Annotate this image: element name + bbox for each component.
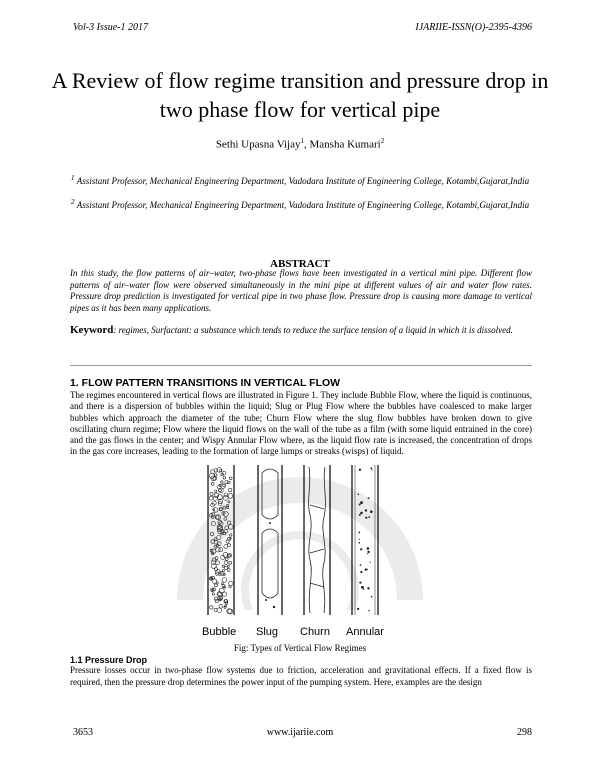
author-name: Sethi Upasna Vijay <box>215 138 301 151</box>
affiliation-text: Assistant Professor, Mechanical Engineering Department, Vadodara Institute of Engineering College, Kotambi,Gujarat,India <box>76 176 530 186</box>
header-issn: IJARIIE-ISSN(O)-2395-4396 <box>415 22 532 33</box>
authors <box>0 137 600 151</box>
footer-website: www.ijariie.com <box>266 727 334 738</box>
figure-label: Slug <box>256 626 279 638</box>
author-name: Mansha Kumari <box>309 138 381 151</box>
tube-bubble <box>208 465 234 615</box>
section-heading: 1. FLOW PATTERN TRANSITIONS IN VERTICAL FLOW <box>70 377 341 389</box>
divider <box>70 365 532 366</box>
page-title: A Review of flow regime transition and pressure drop in two phase flow for vertical pipe <box>51 68 549 122</box>
author-sup: 2 <box>380 137 385 145</box>
author-separator: , <box>304 138 310 151</box>
section-text: The regimes encountered in vertical flows are illustrated in Figure 1. They include Bubble Flow, where the liquid is continuous, and there is a dispersion of bubbles within the liquid; Slug or Plug Flow where the bubbles have coalesced to make larger bubbles which approach the diameter of the tube; Churn Flow where the slug flow bubbles have broken down to give oscillating churn regime; Flow where the liquid flows on the wall of the tube as a film (with some liquid entrained in the core) and the gas flows in the center; and Wispy Annular Flow where, as the liquid flow rate is increased, the concentration of drops in the gas core increases, leading to the formation of large lumps or streaks (wisps) of liquid. <box>70 390 532 457</box>
flow-regimes-figure <box>200 465 400 645</box>
subsection-heading: 1.1 Pressure Drop <box>70 655 148 665</box>
tube-slug <box>258 465 282 615</box>
figure-label: Churn <box>300 626 330 638</box>
affiliation-sup: 2 <box>70 197 75 206</box>
tube-churn <box>304 465 330 615</box>
keywords <box>70 324 532 336</box>
affiliation-text: Assistant Professor, Mechanical Engineering Department, Vadodara Institute of Engineering College, Kotambi,Gujarat,India <box>76 200 530 210</box>
keywords-text: : regimes, Surfactant: a substance which tends to reduce the surface tension of a liquid in which it is dissolved. <box>113 325 513 335</box>
abstract-text: In this study, the flow patterns of air–water, two-phase flows have been investigated in a vertical mini pipe. Different flow patterns of air–water flow were observed simultaneously in the mini pipe at different values of air and water flow rates. Pressure drop prediction is investigated for vertical pipe in two phase flow. Pressure drop is causing more damage to vertical pipes as it has been many applications. <box>70 268 532 313</box>
abstract-heading: ABSTRACT <box>270 258 330 270</box>
tube-annular <box>352 465 378 615</box>
affiliation <box>60 172 540 187</box>
author-sup: 1 <box>300 137 304 145</box>
keywords-label: Keyword <box>70 324 114 336</box>
figure-label: Annular <box>346 626 384 638</box>
affiliation <box>60 196 540 211</box>
footer-left: 3653 <box>73 727 93 738</box>
figure-caption: Fig: Types of Vertical Flow Regimes <box>233 643 367 653</box>
header-volume: Vol-3 Issue-1 2017 <box>73 22 148 33</box>
subsection-text: Pressure losses occur in two-phase flow systems due to friction, acceleration and gravitational effects. If a fixed flow is required, then the pressure drop determines the power input of the pumping system. Here, examples are the design <box>70 665 532 687</box>
footer-page-number: 298 <box>517 727 532 738</box>
affiliation-sup: 1 <box>70 173 75 182</box>
figure-label: Bubble <box>202 626 237 638</box>
